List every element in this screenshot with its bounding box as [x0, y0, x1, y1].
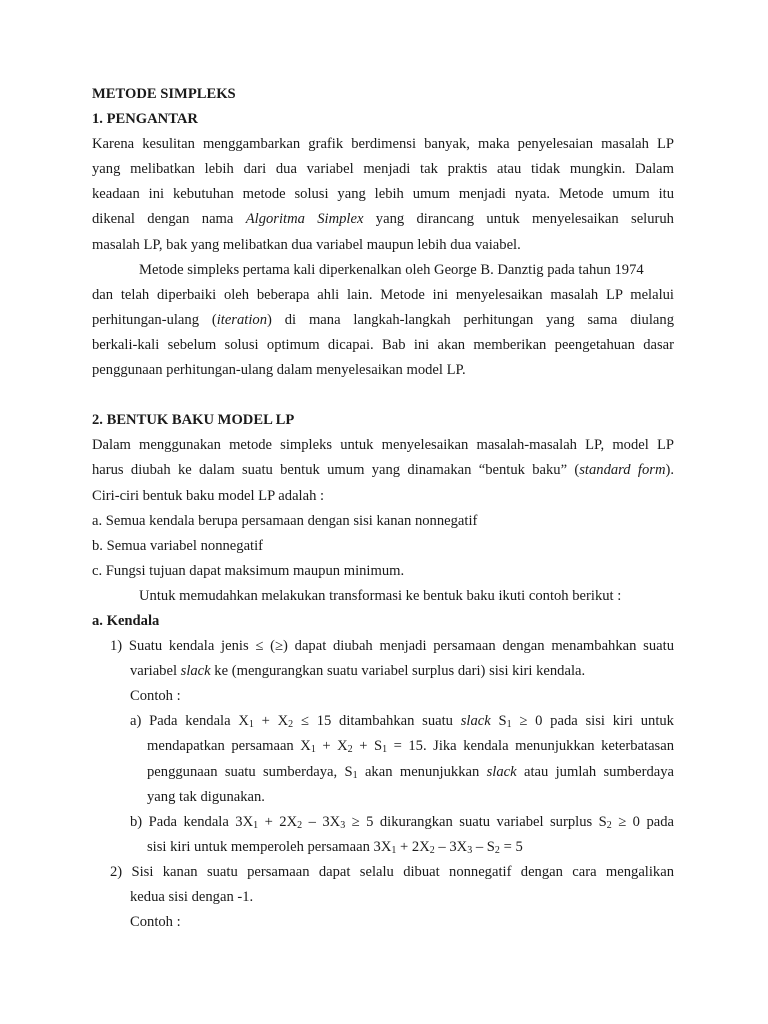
text-line: Dalam menggunakan metode simpleks untuk menyelesaikan masalah-masalah LP, model LP [92, 437, 674, 454]
contoh-label: Contoh : [130, 914, 181, 931]
section-2-heading: 2. BENTUK BAKU MODEL LP [92, 412, 295, 429]
document-title: METODE SIMPLEKS [92, 86, 236, 102]
text-line: Karena kesulitan menggambarkan grafik berdimensi banyak, maka penyelesaian masalah LP [92, 136, 674, 153]
text-line: Metode simpleks pertama kali diperkenalkan oleh George B. Danztig pada tahun 1974 [139, 261, 644, 278]
section-1-heading: 1. PENGANTAR [92, 111, 198, 128]
text-line: sisi kiri untuk memperoleh persamaan $3X_1 + 2X_2 - 3X_3 - S_2 = 5$ [147, 838, 523, 856]
text-line: Ciri-ciri bentuk baku model LP adalah : [92, 487, 325, 504]
list-item: c. Fungsi tujuan dapat maksimum maupun minimum. [92, 562, 405, 579]
text-line: perhitungan-ulang (iteration) di mana langkah-langkah perhitungan yang sama diulang [92, 311, 674, 328]
standard-form-term: standard form [579, 462, 666, 479]
text-line: penggunaan perhitungan-ulang dalam menyelesaikan model LP. [92, 362, 466, 379]
example-b [92, 810, 674, 860]
text-line: 2) Sisi kanan suatu persamaan dapat selalu dibuat nonnegatif dengan cara mengalikan [110, 863, 674, 880]
text-line: 1) Suatu kendala jenis ≤ (≥) dapat diubah menjadi persamaan dengan menambahkan suatu [110, 638, 674, 655]
text-line: yang melibatkan lebih dari dua variabel menjadi tak praktis atau tidak mungkin. Dalam [92, 161, 674, 178]
text-line: berkali-kali sebelum solusi optimum dicapai. Bab ini akan memberikan peengetahuan dasar [92, 336, 674, 353]
text-line: keadaan ini kebutuhan metode solusi yang lebih umum menjadi nyata. Metode umum itu [92, 186, 674, 203]
text-line: masalah LP, bak yang melibatkan dua variabel maupun lebih dua vaiabel. [92, 236, 521, 253]
text-line: dan telah diperbaiki oleh beberapa ahli lain. Metode ini menyelesaikan masalah LP melalui [92, 286, 674, 303]
text-line: a) Pada kendala $X_1 + X_2 \le 15$ ditambahkan suatu slack $S_1 \ge 0$ pada sisi kiri untuk [130, 713, 674, 731]
section-1-paragraph-1 [92, 132, 674, 257]
text-line: kedua sisi dengan -1. [130, 889, 254, 905]
text-line: harus diubah ke dalam suatu bentuk umum yang dinamakan “bentuk baku” (standard form). [92, 462, 674, 479]
kendala-item-2 [92, 860, 674, 935]
iteration-term: iteration [216, 311, 267, 328]
text-line: mendapatkan persamaan $X_1 + X_2 + S_1 = 15$. Jika kendala menunjukkan keterbatasan [147, 738, 674, 756]
example-a [92, 709, 674, 809]
text-line: yang tak digunakan. [147, 788, 265, 805]
text-line: variabel slack ke (mengurangkan suatu variabel surplus dari) sisi kiri kendala. [130, 663, 586, 680]
subsection-heading-kendala: a. Kendala [92, 612, 160, 629]
section-1-paragraph-2 [92, 258, 674, 383]
document-page [92, 82, 674, 935]
kendala-item-1 [92, 634, 674, 860]
contoh-label: Contoh : [130, 688, 181, 705]
list-item: b. Semua variabel nonnegatif [92, 537, 264, 554]
spacer [92, 383, 674, 408]
text-line: dikenal dengan nama Algoritma Simplex yang dirancang untuk menyelesaikan seluruh [92, 211, 674, 228]
text-line: b) Pada kendala $3X_1 + 2X_2 - 3X_3 \ge 5$ dikurangkan suatu variabel surplus $S_2 \ge 0$ pada [130, 813, 674, 831]
list-item: a. Semua kendala berupa persamaan dengan sisi kanan nonnegatif [92, 512, 478, 529]
algoritma-simplex-term: Algoritma Simplex [245, 211, 364, 228]
text-line: Untuk memudahkan melakukan transformasi ke bentuk baku ikuti contoh berikut : [139, 587, 622, 604]
slack-term: slack [180, 663, 211, 680]
criteria-list [92, 509, 674, 584]
text-line: penggunaan suatu sumberdaya, $S_1$ akan menunjukkan slack atau jumlah sumberdaya [147, 763, 674, 781]
